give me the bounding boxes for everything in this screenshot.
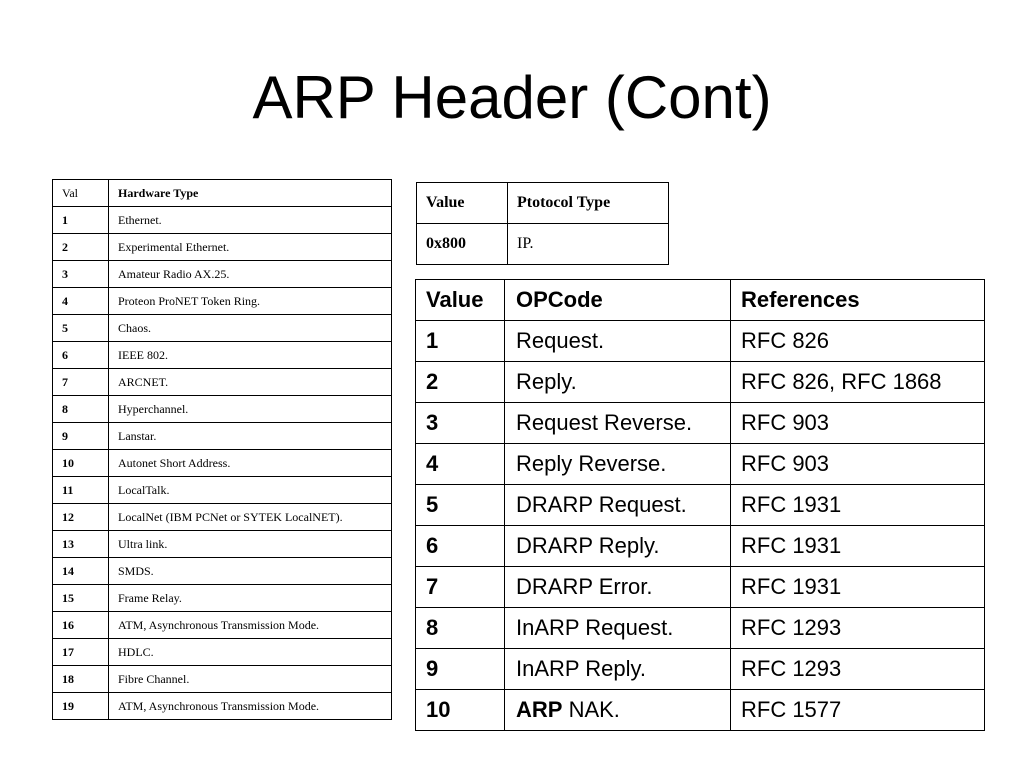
opcode-value-cell: 7 xyxy=(416,567,505,608)
opcode-references-cell: RFC 826 xyxy=(731,321,985,362)
hardware-type-cell: Ultra link. xyxy=(109,531,392,558)
opcode-name-rest-part: NAK. xyxy=(562,697,620,722)
table-row xyxy=(53,207,392,234)
opcode-table-header-row xyxy=(416,280,985,321)
slide-title: ARP Header (Cont) xyxy=(252,64,772,131)
table-row xyxy=(53,666,392,693)
table-row xyxy=(53,477,392,504)
hardware-table-header-row xyxy=(53,180,392,207)
table-row xyxy=(53,639,392,666)
table-row xyxy=(416,690,985,731)
hardware-val-cell: 7 xyxy=(53,369,109,396)
protocol-type-table xyxy=(416,182,669,265)
opcode-references-cell: RFC 1293 xyxy=(731,649,985,690)
table-row xyxy=(53,558,392,585)
opcode-value-cell: 6 xyxy=(416,526,505,567)
opcode-value-cell: 2 xyxy=(416,362,505,403)
opcode-references-cell: RFC 1577 xyxy=(731,690,985,731)
hardware-val-cell: 4 xyxy=(53,288,109,315)
opcode-name-cell: Request. xyxy=(505,321,731,362)
table-row xyxy=(417,224,669,265)
hardware-val-cell: 17 xyxy=(53,639,109,666)
hardware-type-cell: Ethernet. xyxy=(109,207,392,234)
table-row xyxy=(53,261,392,288)
opcode-value-cell: 3 xyxy=(416,403,505,444)
hardware-type-cell: Amateur Radio AX.25. xyxy=(109,261,392,288)
hardware-val-cell: 3 xyxy=(53,261,109,288)
opcode-value-cell: 9 xyxy=(416,649,505,690)
hardware-type-cell: HDLC. xyxy=(109,639,392,666)
opcode-name-cell: Reply. xyxy=(505,362,731,403)
table-row xyxy=(416,485,985,526)
opcode-value-header: Value xyxy=(416,280,505,321)
table-row xyxy=(53,315,392,342)
table-row xyxy=(53,369,392,396)
hardware-type-cell: Hyperchannel. xyxy=(109,396,392,423)
table-row xyxy=(416,567,985,608)
hardware-val-cell: 9 xyxy=(53,423,109,450)
opcode-table xyxy=(415,279,985,731)
hardware-val-cell: 11 xyxy=(53,477,109,504)
opcode-references-cell: RFC 903 xyxy=(731,444,985,485)
table-row xyxy=(53,504,392,531)
hardware-type-cell: Experimental Ethernet. xyxy=(109,234,392,261)
hardware-val-cell: 8 xyxy=(53,396,109,423)
protocol-table-header-row xyxy=(417,183,669,224)
table-row xyxy=(416,362,985,403)
hardware-type-cell: SMDS. xyxy=(109,558,392,585)
opcode-name-cell: InARP Reply. xyxy=(505,649,731,690)
hardware-type-cell: Fibre Channel. xyxy=(109,666,392,693)
protocol-value-cell: 0x800 xyxy=(417,224,508,265)
opcode-value-cell: 4 xyxy=(416,444,505,485)
protocol-type-cell: IP. xyxy=(508,224,669,265)
hardware-val-cell: 5 xyxy=(53,315,109,342)
opcode-value-cell: 1 xyxy=(416,321,505,362)
hardware-type-header: Hardware Type xyxy=(109,180,392,207)
opcode-references-cell: RFC 903 xyxy=(731,403,985,444)
opcode-name-cell: Reply Reverse. xyxy=(505,444,731,485)
opcode-references-cell: RFC 1931 xyxy=(731,485,985,526)
hardware-type-cell: ATM, Asynchronous Transmission Mode. xyxy=(109,612,392,639)
opcode-name-cell xyxy=(505,690,731,731)
protocol-type-table-body xyxy=(417,183,669,265)
hardware-type-cell: LocalNet (IBM PCNet or SYTEK LocalNET). xyxy=(109,504,392,531)
hardware-type-cell: Frame Relay. xyxy=(109,585,392,612)
table-row xyxy=(53,612,392,639)
hardware-type-cell: Lanstar. xyxy=(109,423,392,450)
hardware-val-cell: 13 xyxy=(53,531,109,558)
hardware-val-cell: 18 xyxy=(53,666,109,693)
hardware-val-cell: 2 xyxy=(53,234,109,261)
opcode-table-body xyxy=(416,280,985,731)
hardware-type-cell: ARCNET. xyxy=(109,369,392,396)
hardware-val-cell: 1 xyxy=(53,207,109,234)
hardware-type-cell: LocalTalk. xyxy=(109,477,392,504)
hardware-val-cell: 12 xyxy=(53,504,109,531)
hardware-val-cell: 14 xyxy=(53,558,109,585)
hardware-val-header: Val xyxy=(53,180,109,207)
hardware-val-cell: 19 xyxy=(53,693,109,720)
opcode-value-cell: 5 xyxy=(416,485,505,526)
table-row xyxy=(416,403,985,444)
opcode-references-cell: RFC 1931 xyxy=(731,526,985,567)
protocol-value-header: Value xyxy=(417,183,508,224)
hardware-val-cell: 10 xyxy=(53,450,109,477)
table-row xyxy=(53,531,392,558)
opcode-value-cell: 10 xyxy=(416,690,505,731)
table-row xyxy=(53,585,392,612)
hardware-type-cell: Proteon ProNET Token Ring. xyxy=(109,288,392,315)
hardware-val-cell: 15 xyxy=(53,585,109,612)
hardware-type-cell: Chaos. xyxy=(109,315,392,342)
hardware-type-cell: ATM, Asynchronous Transmission Mode. xyxy=(109,693,392,720)
opcode-name-cell: DRARP Error. xyxy=(505,567,731,608)
opcode-name-cell: DRARP Reply. xyxy=(505,526,731,567)
opcode-value-cell: 8 xyxy=(416,608,505,649)
opcode-references-cell: RFC 1931 xyxy=(731,567,985,608)
table-row xyxy=(53,288,392,315)
opcode-references-cell: RFC 826, RFC 1868 xyxy=(731,362,985,403)
table-row xyxy=(416,608,985,649)
opcode-name-cell: DRARP Request. xyxy=(505,485,731,526)
table-row xyxy=(53,234,392,261)
hardware-val-cell: 6 xyxy=(53,342,109,369)
table-row xyxy=(416,321,985,362)
opcode-name-bold-part: ARP xyxy=(516,697,563,722)
protocol-type-header: Ptotocol Type xyxy=(508,183,669,224)
opcode-name-cell: InARP Request. xyxy=(505,608,731,649)
table-row xyxy=(53,450,392,477)
opcode-references-header: References xyxy=(731,280,985,321)
hardware-type-cell: Autonet Short Address. xyxy=(109,450,392,477)
opcode-name-header: OPCode xyxy=(505,280,731,321)
table-row xyxy=(416,649,985,690)
table-row xyxy=(416,444,985,485)
hardware-type-table xyxy=(52,179,392,720)
table-row xyxy=(53,342,392,369)
hardware-type-table-body xyxy=(53,180,392,720)
table-row xyxy=(416,526,985,567)
opcode-references-cell: RFC 1293 xyxy=(731,608,985,649)
table-row xyxy=(53,693,392,720)
hardware-type-cell: IEEE 802. xyxy=(109,342,392,369)
opcode-name-cell: Request Reverse. xyxy=(505,403,731,444)
table-row xyxy=(53,423,392,450)
hardware-val-cell: 16 xyxy=(53,612,109,639)
table-row xyxy=(53,396,392,423)
